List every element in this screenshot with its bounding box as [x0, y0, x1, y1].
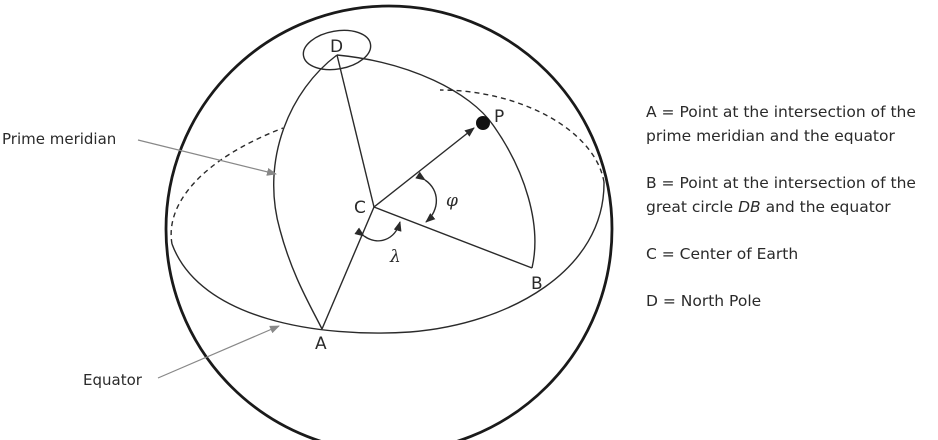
point-p-dot	[476, 116, 490, 130]
great-circle-db	[337, 55, 535, 268]
label-point-p: P	[494, 107, 505, 127]
prime-meridian-pointer	[138, 140, 276, 174]
lambda-angle-arc	[364, 222, 400, 241]
legend-item-a	[646, 100, 938, 148]
legend-c: C = Center of Earth	[646, 245, 799, 263]
label-point-b: B	[531, 274, 543, 294]
equator-back-left	[171, 128, 283, 244]
legend-item-d	[646, 289, 938, 313]
legend-a-line1: A = Point at the intersection of the	[646, 103, 916, 121]
label-prime-meridian: Prime meridian	[2, 130, 117, 148]
legend-b-line1: B = Point at the intersection of the	[646, 174, 916, 192]
label-angle-phi: φ	[446, 191, 458, 211]
phi-angle-arc	[425, 180, 436, 222]
label-equator: Equator	[83, 371, 142, 389]
equator-pointer	[158, 326, 279, 378]
earth-sphere	[166, 6, 612, 440]
legend	[646, 100, 938, 313]
label-angle-lambda: λ	[390, 247, 401, 267]
legend-b-line2-pre: great circle	[646, 198, 739, 216]
radius-ca	[322, 207, 374, 329]
radius-cp	[374, 128, 474, 207]
legend-d: D = North Pole	[646, 292, 762, 310]
equator-front	[172, 182, 604, 333]
label-point-d: D	[330, 37, 344, 57]
label-point-a: A	[315, 334, 327, 354]
legend-a-line2: prime meridian and the equator	[646, 127, 895, 145]
label-point-c: C	[354, 198, 366, 218]
prime-meridian-curve	[274, 55, 337, 329]
legend-b-line2-italic: DB	[738, 198, 761, 216]
legend-item-b	[646, 171, 938, 219]
legend-b-line2-post: and the equator	[760, 198, 891, 216]
legend-item-c	[646, 242, 938, 266]
radius-cd	[337, 55, 374, 207]
